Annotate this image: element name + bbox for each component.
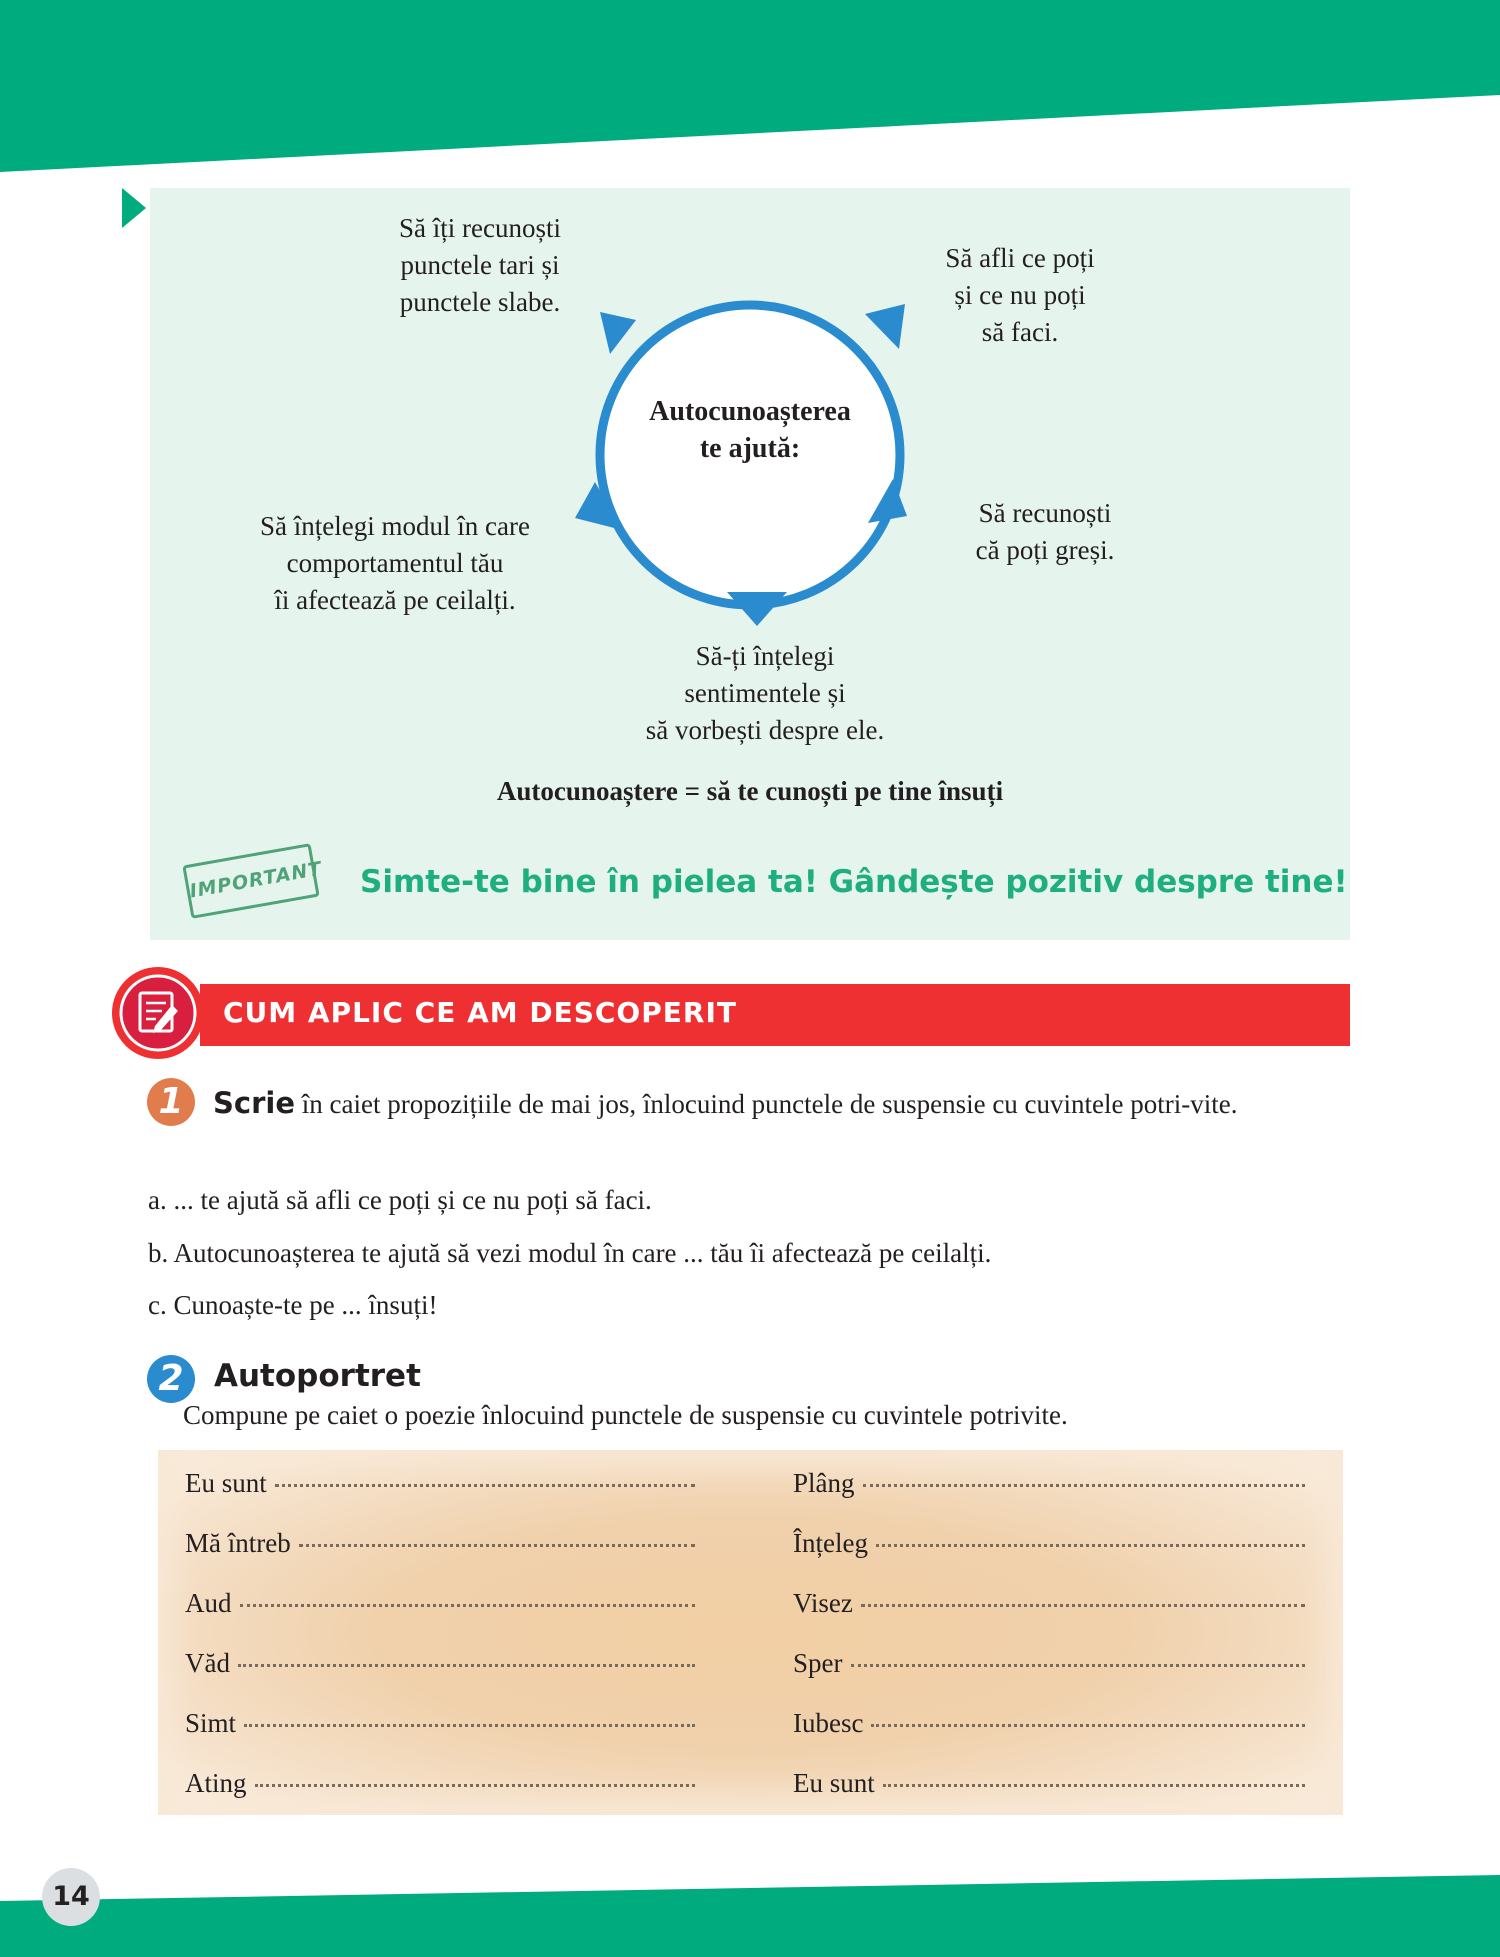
diagram-center-title — [600, 393, 900, 467]
section-title: CUM APLIC CE AM DESCOPERIT — [223, 996, 737, 1029]
node-top-left: Să îți recunoști punctele tari și punctele slabe. — [399, 213, 561, 317]
exercise-1-item-a: a. ... te ajută să afli ce poți și ce nu poți să faci. — [148, 1185, 652, 1215]
node-top-right: Să afli ce poți și ce nu poți să faci. — [945, 243, 1095, 347]
center-line-1: Autocunoașterea — [649, 396, 851, 427]
exercise-1-item-b: b. Autocunoașterea te ajută să vezi modul în care ... tău îi afectează pe ceilalți. — [148, 1238, 992, 1268]
blank-dots — [244, 1724, 695, 1727]
important-stamp: IMPORTANT — [182, 843, 319, 919]
blank-dots — [876, 1544, 1305, 1547]
important-message: Simte-te bine în pielea ta! Gândește pozitiv despre tine! — [360, 864, 1348, 900]
poem-line-right: Plâng — [793, 1468, 1305, 1499]
exercise-2-instruction: Compune pe caiet o poezie înlocuind punctele de suspensie cu cuvintele potrivite. — [183, 1400, 1068, 1430]
arrow-bottom-icon — [727, 592, 787, 626]
poem-line-left: Eu sunt — [185, 1468, 695, 1499]
poem-line-left: Văd — [185, 1648, 695, 1679]
blank-dots — [275, 1484, 695, 1487]
exercise-1-lead: Scrie — [213, 1086, 295, 1120]
poem-line-right: Eu sunt — [793, 1768, 1305, 1799]
blank-dots — [851, 1664, 1306, 1667]
blank-dots — [299, 1544, 695, 1547]
arrow-top-right-icon — [865, 304, 905, 349]
exercise-number-2: 2 — [147, 1355, 195, 1403]
page-number: 14 — [42, 1868, 100, 1926]
exercise-number-1: 1 — [147, 1078, 195, 1126]
node-right: Să recunoști că poți greși. — [975, 498, 1115, 565]
poem-paper — [158, 1450, 1343, 1815]
blank-dots — [871, 1724, 1305, 1727]
blank-dots — [861, 1604, 1305, 1607]
center-line-2: te ajută: — [699, 433, 801, 464]
blank-dots — [240, 1604, 696, 1607]
exercise-1-text: în caiet propozițiile de mai jos, înlocuind punctele de suspensie cu cuvintele potri-vite. — [295, 1089, 1238, 1119]
node-left: Să înțelegi modul în care comportamentul tău îi afectează pe ceilalți. — [260, 511, 530, 615]
pencil-note-icon — [110, 965, 206, 1061]
poem-line-right: Visez — [793, 1588, 1305, 1619]
poem-line-left: Mă întreb — [185, 1528, 695, 1559]
poem-line-left: Ating — [185, 1768, 695, 1799]
poem-line-right: Înțeleg — [793, 1528, 1305, 1559]
blank-dots — [238, 1664, 695, 1667]
blank-dots — [255, 1784, 695, 1787]
blank-dots — [883, 1784, 1305, 1787]
blank-dots — [863, 1484, 1305, 1487]
definition-formula: Autocunoaștere = să te cunoști pe tine însuți — [496, 776, 1004, 806]
poem-line-right: Sper — [793, 1648, 1305, 1679]
poem-line-left: Simt — [185, 1708, 695, 1739]
poem-line-right: Iubesc — [793, 1708, 1305, 1739]
arrow-top-left-icon — [600, 312, 636, 354]
top-banner — [0, 0, 1500, 175]
exercise-2-title: Autoportret — [214, 1358, 421, 1394]
poem-line-left: Aud — [185, 1588, 695, 1619]
play-arrow-icon — [122, 188, 146, 228]
bottom-banner — [0, 1875, 1500, 1957]
exercise-1-instruction — [148, 1085, 1353, 1123]
exercise-1-item-c: c. Cunoaște-te pe ... însuți! — [148, 1290, 438, 1320]
node-bottom: Să-ți înțelegi sentimentele și să vorbești despre ele. — [645, 641, 885, 745]
